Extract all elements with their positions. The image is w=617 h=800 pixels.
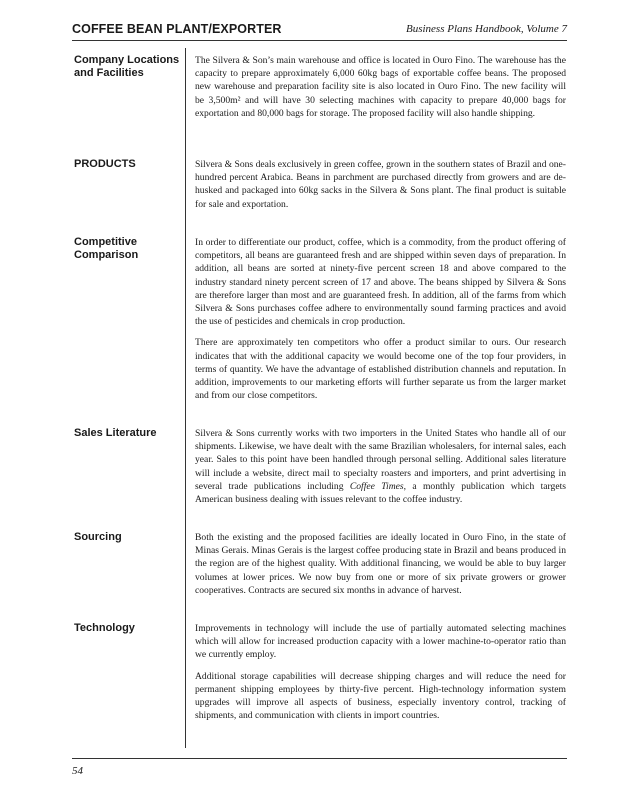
- running-header: [72, 22, 567, 41]
- section-label-technology: Technology: [74, 622, 135, 634]
- publication-title: Coffee Times: [349, 480, 404, 492]
- section-label-locations: Company Locations and Facilities: [74, 54, 180, 79]
- paragraph: There are approximately ten competitors who offer a product similar to ours. Our research indicates that with the additional capacity we would become one of the top four providers, in terms of quantity. We have the advantage of established distribution channels and reputation. In addition, improvements to our marketing efforts will further separate us from the larger market and from our close competitors.: [195, 337, 566, 402]
- paragraph: Both the existing and the proposed facilities are ideally located in Ouro Fino, in the state of Minas Gerais. Minas Gerais is the largest coffee producing state in Brazil and beans produced in the region are of the highest quality. With additional financing, we would be able to buy larger volumes at lower prices. We now buy from one or more of six private growers or grower cooperatives. Contracts are secured six months in advance of harvest.: [195, 532, 566, 596]
- paragraph: The Silvera & Son’s main warehouse and office is located in Ouro Fino. The warehouse has the capacity to prepare approximately 6,000 60kg bags of exportable coffee beans. The proposed new warehouse and preparation facility site is also located in Ouro Fino. The new facility will be 3,500m² and will have 30 selecting machines with capacity to prepare 40,000 bags for exportation and 80,000 bags for storage. The proposed facility will also handle shipping.: [195, 55, 566, 119]
- paragraph-text: , a monthly publication which targets American business dealing with issues relevant to the coffee industry.: [195, 480, 566, 506]
- section-label-sourcing: Sourcing: [74, 531, 122, 543]
- section-label-products: PRODUCTS: [74, 158, 136, 170]
- section-body-products: [195, 158, 566, 211]
- section-body-locations: [195, 54, 566, 120]
- footer-rule: [72, 758, 567, 759]
- book-title: Business Plans Handbook, Volume 7: [405, 23, 567, 35]
- section-label-sales: Sales Literature: [74, 427, 157, 439]
- paragraph-text: Silvera & Sons currently works with two importers in the United States who handle all of our shipments. Likewise, we have dealt with the same Brazilian wholesalers, for internal sales, each year. Sales to this point have been handled through personal selling. Additional sales literature will include a website, direct mail to specialty roasters and importers, and print advertising in several trade publications including: [195, 428, 566, 492]
- page-number: 54: [72, 765, 83, 777]
- column-divider: [185, 48, 186, 748]
- paragraph: In order to differentiate our product, coffee, which is a commodity, from the product offering of competitors, all beans are guaranteed fresh and are shipped within seven days of preparation. In addition, all beans are sorted at ninety-five percent screen 18 and above compared to the industry standard ninety percent screen of 17 and above. The beans shipped by Silvera & Sons are therefore larger than most and are guaranteed fresh. In addition, all of the farms from which Silvera & Sons purchases coffee adhere to environmentally sound farming practices and avoid the use of pesticides and chemicals in crop production.: [195, 237, 566, 328]
- section-body-sourcing: [195, 531, 566, 597]
- paragraph: Silvera & Sons deals exclusively in green coffee, grown in the southern states of Brazil and one-hundred percent Arabica. Beans in parchment are purchased directly from growers and are de-husked and packaged into 60kg sacks in the Silvera & Sons plant. The final product is suitable for sale and exportation.: [195, 159, 566, 210]
- document-title: COFFEE BEAN PLANT/EXPORTER: [72, 22, 282, 36]
- section-body-sales: [195, 427, 566, 506]
- section-label-competitive: Competitive Comparison: [74, 236, 139, 261]
- paragraph: [195, 427, 566, 506]
- paragraph: Improvements in technology will include the use of partially automated selecting machines which will allow for increased production capacity with a lower machine-to-operator ratio than we currently employ.: [195, 623, 566, 661]
- paragraph: Additional storage capabilities will decrease shipping charges and will reduce the need for permanent shipping employees by thirty-five percent. High-technology information system upgrades will improve all aspects of business, especially inventory control, tracking of shipments, and communication with clients in import countries.: [195, 670, 566, 722]
- section-body-technology: [195, 622, 566, 722]
- section-body-competitive: [195, 236, 566, 402]
